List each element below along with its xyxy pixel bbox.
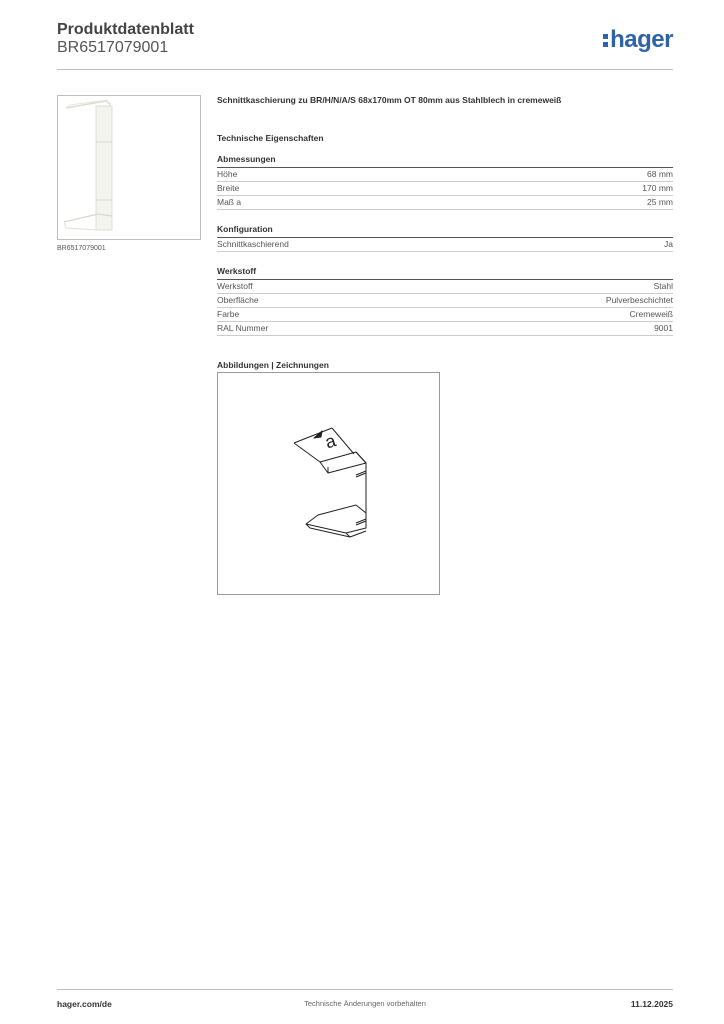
group-dimensions [217,154,673,210]
spec-value: 25 mm [647,197,673,207]
document-title: Produktdatenblatt [57,21,194,38]
content-column [217,95,673,370]
dimension-label: a [322,430,339,453]
group-title: Abmessungen [217,154,673,168]
technical-drawing-icon [218,373,439,594]
product-photo-icon [58,96,200,239]
spec-value: Pulverbeschichtet [605,295,673,305]
product-description: Schnittkaschierung zu BR/H/N/A/S 68x170mm OT 80mm aus Stahlblech in cremeweiß [217,95,562,105]
footer-date: 11.12.2025 [630,999,673,1009]
spec-row [217,182,673,196]
spec-label: Höhe [217,169,238,179]
spec-label: Maß a [217,197,242,207]
spec-row [217,294,673,308]
group-title: Konfiguration [217,224,673,238]
page-footer [57,989,673,1009]
spec-value: Cremeweiß [629,309,673,319]
spec-label: Schnittkaschierend [217,239,289,249]
logo-text: hager [610,26,673,53]
spec-label: Farbe [217,309,240,319]
spec-row [217,308,673,322]
technical-properties-heading: Technische Eigenschaften [217,133,324,143]
product-thumbnail [57,95,201,240]
page-header [57,20,673,70]
spec-value: Ja [664,239,673,249]
footer-website-link[interactable]: hager.com/de [57,999,112,1009]
spec-label: RAL Nummer [217,323,269,333]
spec-row [217,168,673,182]
spec-row [217,238,673,252]
spec-row [217,196,673,210]
spec-label: Oberfläche [217,295,259,305]
technical-drawing [217,372,440,595]
spec-row [217,322,673,336]
group-title: Werkstoff [217,266,673,280]
thumbnail-caption: BR6517079001 [57,245,106,252]
spec-value: Stahl [653,281,673,291]
group-configuration [217,224,673,252]
hager-logo [603,26,673,54]
figures-heading: Abbildungen | Zeichnungen [217,360,329,370]
spec-label: Werkstoff [217,281,253,291]
group-material [217,266,673,336]
spec-label: Breite [217,183,240,193]
spec-value: 9001 [654,323,673,333]
product-code: BR6517079001 [57,39,169,56]
spec-value: 170 mm [642,183,673,193]
spec-value: 68 mm [647,169,673,179]
footer-notice: Technische Änderungen vorbehalten [304,999,426,1008]
logo-dots-icon [603,31,608,50]
spec-row [217,280,673,294]
